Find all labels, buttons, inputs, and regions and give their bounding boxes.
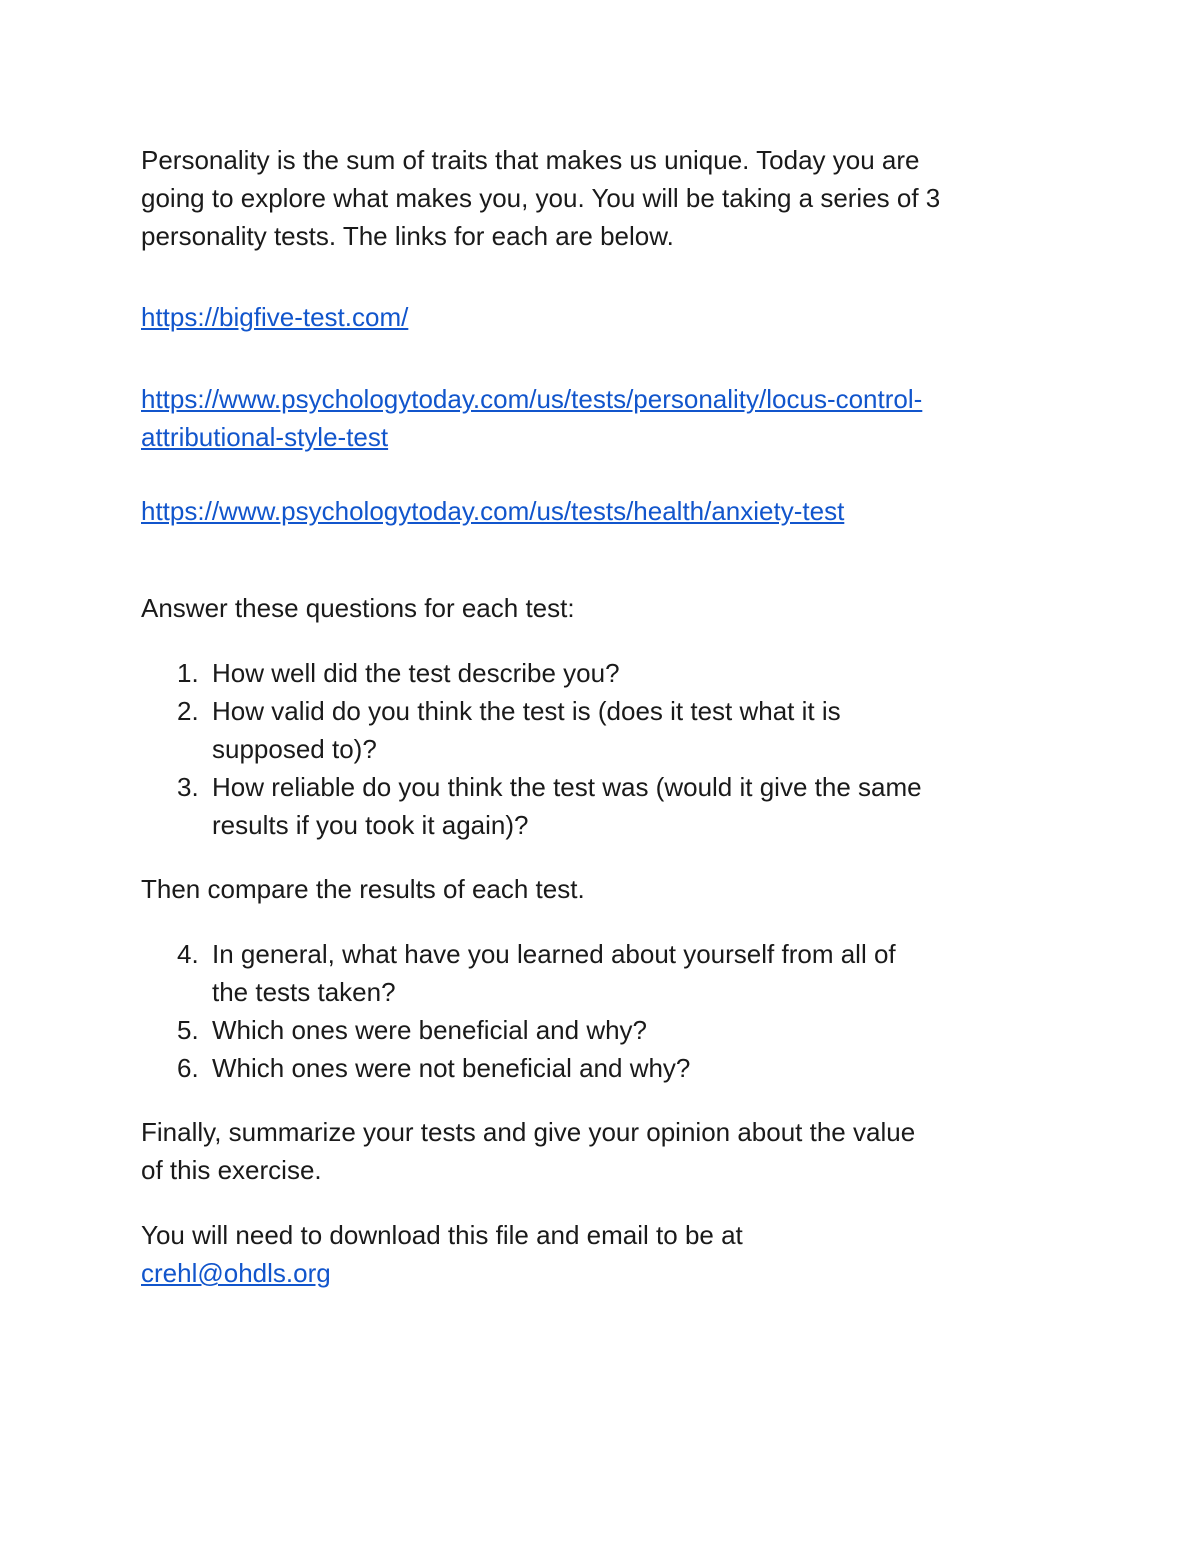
question-text: Which ones were not beneficial and why? — [212, 1053, 691, 1083]
intro-paragraph — [141, 141, 1081, 255]
list-number: 6. — [177, 1053, 199, 1083]
question-text: How valid do you think the test is (does it test what it is — [212, 696, 841, 726]
intro-line: going to explore what makes you, you. You will be taking a series of 3 — [141, 183, 941, 213]
link-anxiety-test[interactable]: https://www.psychologytoday.com/us/tests/health/anxiety-test — [141, 496, 845, 526]
email-link[interactable]: crehl@ohdls.org — [141, 1258, 331, 1288]
questions-list-overall — [141, 935, 1081, 1087]
list-number: 3. — [177, 772, 199, 802]
list-item — [141, 692, 1081, 768]
question-text-continued: supposed to)? — [212, 734, 377, 764]
list-item — [141, 1049, 1081, 1087]
finally-line: Finally, summarize your tests and give your opinion about the value — [141, 1117, 916, 1147]
list-number: 1. — [177, 658, 199, 688]
question-text-continued: the tests taken? — [212, 977, 396, 1007]
questions-list-per-test — [141, 654, 1081, 844]
question-text: Which ones were beneficial and why? — [212, 1015, 648, 1045]
question-text: How well did the test describe you? — [212, 658, 620, 688]
list-item — [141, 935, 1081, 1011]
closing-line: You will need to download this file and email to be at — [141, 1220, 743, 1250]
list-number: 4. — [177, 939, 199, 969]
question-text: How reliable do you think the test was (would it give the same — [212, 772, 922, 802]
link-locus-control-test[interactable]: https://www.psychologytoday.com/us/tests/personality/locus-control- — [141, 384, 923, 414]
list-item — [141, 768, 1081, 844]
intro-line: Personality is the sum of traits that makes us unique. Today you are — [141, 145, 920, 175]
answer-heading: Answer these questions for each test: — [141, 593, 575, 623]
intro-line: personality tests. The links for each are below. — [141, 221, 674, 251]
finally-paragraph — [141, 1113, 1081, 1189]
list-item — [141, 654, 1081, 692]
link-bigfive-paragraph — [141, 298, 1081, 336]
question-text-continued: results if you took it again)? — [212, 810, 529, 840]
link-locus-control-paragraph — [141, 380, 1081, 456]
list-item — [141, 1011, 1081, 1049]
closing-paragraph — [141, 1216, 1081, 1292]
question-text: In general, what have you learned about yourself from all of — [212, 939, 896, 969]
link-locus-control-test-continued[interactable]: attributional-style-test — [141, 422, 389, 452]
link-anxiety-paragraph — [141, 492, 1081, 530]
link-bigfive-test[interactable]: https://bigfive-test.com/ — [141, 302, 409, 332]
finally-line: of this exercise. — [141, 1155, 322, 1185]
list-number: 5. — [177, 1015, 199, 1045]
list-number: 2. — [177, 696, 199, 726]
compare-heading: Then compare the results of each test. — [141, 874, 585, 904]
